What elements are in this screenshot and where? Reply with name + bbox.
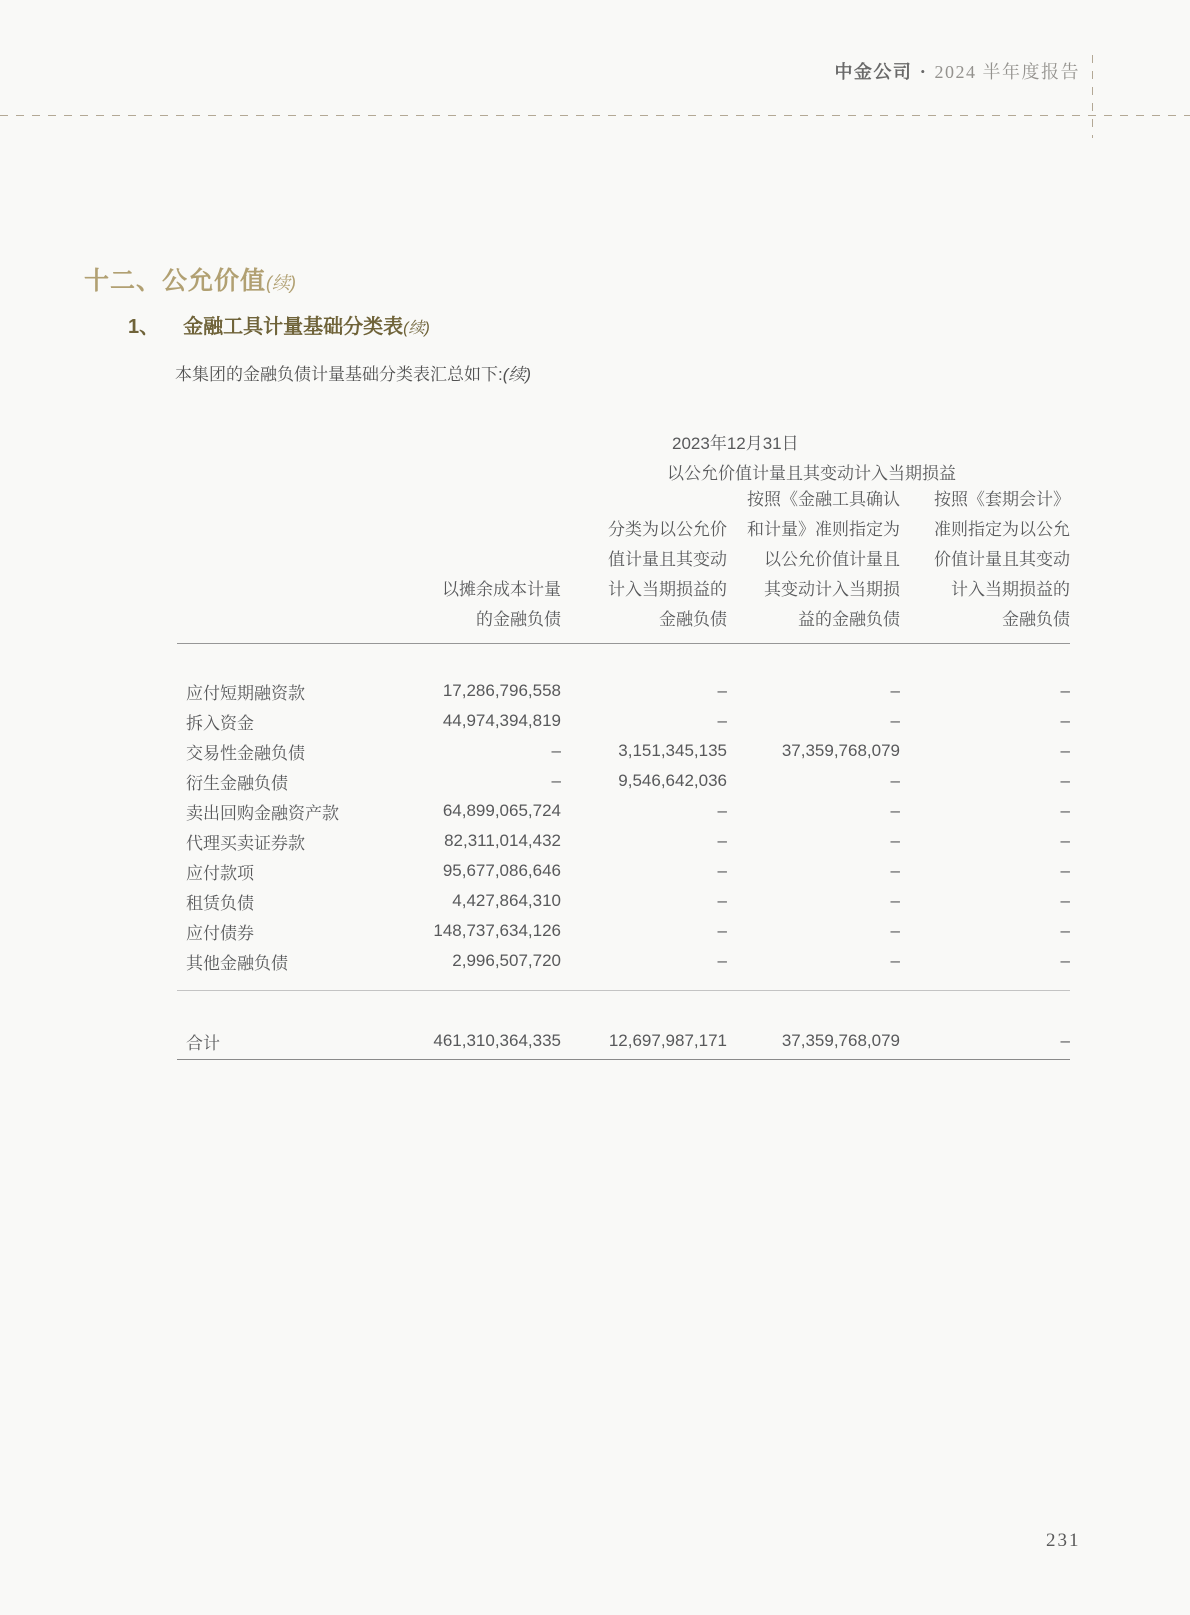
- row-label: 拆入资金: [186, 713, 254, 733]
- cell-hedge: –: [1060, 711, 1070, 730]
- row-label: 租赁负债: [186, 893, 254, 913]
- cell-amortized: 82,311,014,432: [444, 831, 561, 850]
- cell-fvtpl-designated: –: [890, 801, 900, 820]
- intro-sentence: 本集团的金融负债计量基础分类表汇总如下:: [175, 365, 503, 384]
- cell-hedge: –: [1060, 861, 1070, 880]
- table-row: [177, 766, 1070, 796]
- col-header-line: 的金融负债: [476, 610, 561, 629]
- row-label: 卖出回购金融资产款: [186, 803, 339, 823]
- table-row: [177, 676, 1070, 706]
- cell-amortized: 17,286,796,558: [442, 681, 561, 700]
- col-header-line: 其变动计入当期损: [764, 580, 900, 599]
- table-row: [177, 796, 1070, 826]
- cell-amortized: 64,899,065,724: [442, 801, 561, 820]
- table-row: [177, 886, 1070, 916]
- cell-hedge: –: [1060, 891, 1070, 910]
- col-header-line: 金融负债: [1002, 610, 1070, 629]
- cell-fvtpl-classified: 9,546,642,036: [618, 771, 727, 790]
- cell-fvtpl-classified: –: [717, 831, 727, 850]
- row-label: 应付债券: [186, 923, 254, 943]
- report-title: 2024 半年度报告: [934, 62, 1080, 82]
- cell-fvtpl-designated: 37,359,768,079: [781, 741, 900, 760]
- total-hedge: –: [1060, 1031, 1070, 1050]
- row-label: 其他金融负债: [186, 953, 288, 973]
- cell-fvtpl-designated: –: [890, 681, 900, 700]
- cell-fvtpl-designated: –: [890, 921, 900, 940]
- cell-fvtpl-classified: –: [717, 921, 727, 940]
- section-index: 十二、: [84, 267, 163, 295]
- section-title: [84, 261, 296, 297]
- total-label: 合计: [186, 1033, 220, 1053]
- cell-amortized: 2,996,507,720: [452, 951, 561, 970]
- cell-fvtpl-designated: –: [890, 951, 900, 970]
- col-header-line: 分类为以公允价: [608, 520, 727, 539]
- vertical-dashed-rule: [1092, 55, 1093, 138]
- cell-fvtpl-classified: –: [717, 891, 727, 910]
- cell-hedge: –: [1060, 681, 1070, 700]
- table-row: [177, 826, 1070, 856]
- table-row: [177, 946, 1070, 976]
- cell-fvtpl-classified: 3,151,345,135: [618, 741, 727, 760]
- cell-hedge: –: [1060, 741, 1070, 760]
- fvtpl-group-header: 以公允价值计量且其变动计入当期损益: [667, 464, 956, 483]
- cell-fvtpl-classified: –: [717, 801, 727, 820]
- col-header-line: 金融负债: [659, 610, 727, 629]
- col-header-line: 计入当期损益的: [608, 580, 727, 599]
- cell-amortized: –: [551, 741, 561, 760]
- total-amortized: 461,310,364,335: [433, 1031, 561, 1050]
- total-row: [177, 1026, 1070, 1056]
- cell-fvtpl-classified: –: [717, 681, 727, 700]
- cell-hedge: –: [1060, 801, 1070, 820]
- total-fvtpl-designated: 37,359,768,079: [781, 1031, 900, 1050]
- table-body: [177, 676, 1070, 976]
- cell-fvtpl-designated: –: [890, 861, 900, 880]
- row-label: 代理买卖证券款: [186, 833, 305, 853]
- table-row: [177, 736, 1070, 766]
- section-label: 公允价值: [162, 267, 267, 295]
- col-header-line: 值计量且其变动: [608, 550, 727, 569]
- col-header-line: 计入当期损益的: [951, 580, 1070, 599]
- section-continued: (续): [266, 273, 297, 293]
- financial-liabilities-table: [177, 425, 1070, 1060]
- table-row: [177, 856, 1070, 886]
- cell-fvtpl-designated: –: [890, 891, 900, 910]
- total-fvtpl-classified: 12,697,987,171: [608, 1031, 727, 1050]
- cell-fvtpl-classified: –: [717, 951, 727, 970]
- cell-hedge: –: [1060, 831, 1070, 850]
- company-name: 中金公司: [834, 62, 913, 82]
- subsection-label: 金融工具计量基础分类表: [183, 316, 404, 338]
- cell-fvtpl-designated: –: [890, 711, 900, 730]
- col-header-line: 按照《金融工具确认: [747, 490, 900, 509]
- row-label: 衍生金融负债: [186, 773, 288, 793]
- col-header-line: 和计量》准则指定为: [747, 520, 900, 539]
- table-header: [177, 425, 1070, 644]
- table-row: [177, 916, 1070, 946]
- cell-amortized: –: [551, 771, 561, 790]
- date-column-header: 2023年12月31日: [672, 434, 799, 453]
- subsection-continued: (续): [403, 320, 430, 337]
- cell-fvtpl-designated: –: [890, 831, 900, 850]
- col-header-amortized-cost: [442, 575, 561, 635]
- cell-amortized: 4,427,864,310: [452, 891, 561, 910]
- cell-fvtpl-classified: –: [717, 711, 727, 730]
- cell-amortized: 95,677,086,646: [442, 861, 561, 880]
- cell-hedge: –: [1060, 921, 1070, 940]
- col-header-line: 益的金融负债: [798, 610, 900, 629]
- cell-hedge: –: [1060, 951, 1070, 970]
- intro-text: [175, 360, 531, 385]
- subsection-title: [128, 310, 430, 339]
- row-label: 应付款项: [186, 863, 254, 883]
- cell-hedge: –: [1060, 771, 1070, 790]
- col-header-line: 准则指定为以公允: [934, 520, 1070, 539]
- page-number: 231: [1046, 1530, 1081, 1551]
- col-header-fvtpl-designated: [747, 485, 900, 635]
- cell-fvtpl-designated: –: [890, 771, 900, 790]
- col-header-hedge-accounting: [934, 485, 1070, 635]
- table-footer: [177, 990, 1070, 1060]
- masthead: [834, 58, 1080, 84]
- horizontal-dashed-rule: [0, 115, 1190, 116]
- bullet-separator: •: [920, 64, 927, 79]
- cell-amortized: 148,737,634,126: [433, 921, 561, 940]
- col-header-line: 以公允价值计量且: [764, 550, 900, 569]
- cell-fvtpl-classified: –: [717, 861, 727, 880]
- table-row: [177, 706, 1070, 736]
- col-header-line: 价值计量且其变动: [934, 550, 1070, 569]
- col-header-line: 以摊余成本计量: [442, 580, 561, 599]
- cell-amortized: 44,974,394,819: [442, 711, 561, 730]
- row-label: 交易性金融负债: [186, 743, 305, 763]
- intro-continued: (续): [502, 365, 532, 384]
- col-header-line: 按照《套期会计》: [934, 490, 1070, 509]
- col-header-fvtpl-classified: [608, 515, 727, 635]
- row-label: 应付短期融资款: [186, 683, 305, 703]
- subsection-index: 1、: [128, 316, 160, 338]
